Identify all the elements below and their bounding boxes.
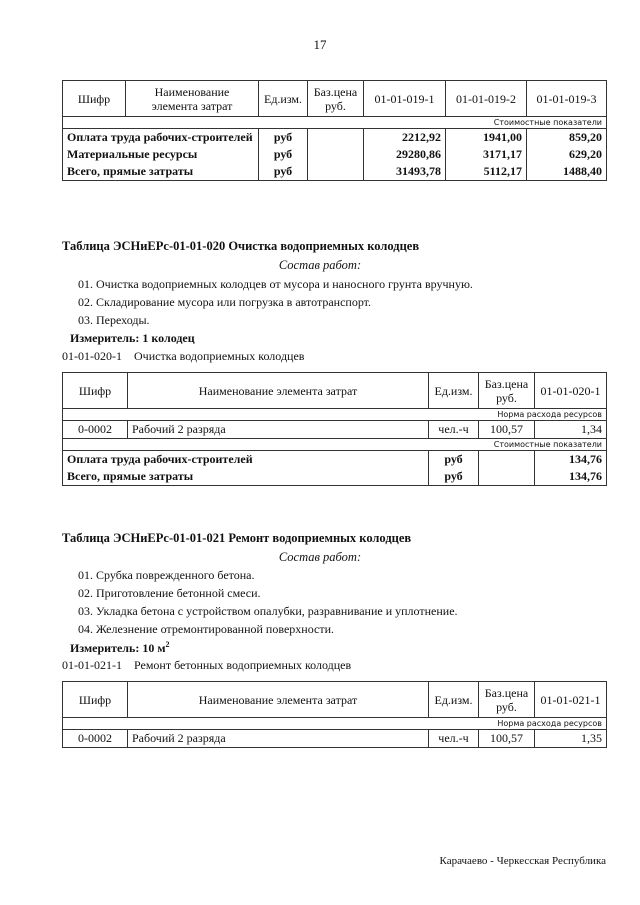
cost-unit: руб (429, 451, 479, 469)
header-code: Шифр (63, 81, 126, 117)
work-step: 03. Укладка бетона с устройством опалубки, разравнивание и уплотнение. (78, 604, 458, 618)
cost-name: Всего, прямые затраты (63, 468, 429, 486)
row-empty (308, 129, 364, 147)
page-number: 17 (313, 37, 327, 52)
norm-label: Норма расхода ресурсов (63, 718, 607, 730)
work-step: 01. Срубка поврежденного бетона. (78, 568, 255, 582)
cost-empty (479, 468, 535, 486)
resource-unit: чел.-ч (429, 421, 479, 439)
resource-value: 1,35 (535, 730, 607, 748)
cost-value: 134,76 (535, 451, 607, 469)
table-01-01-020 (62, 372, 607, 486)
norm-label-row (63, 718, 607, 730)
table-01-01-021 (62, 681, 607, 748)
cost-label: Стоимостные показатели (63, 439, 607, 451)
table-row (63, 163, 607, 181)
norm-label: Норма расхода ресурсов (63, 409, 607, 421)
measure-unit (70, 640, 170, 656)
section-title: Таблица ЭСНиЕРс-01-01-021 Ремонт водоприемных колодцев (62, 531, 412, 545)
header-name: Наименование элемента затрат (128, 682, 429, 718)
work-step: 03. Переходы. (78, 313, 150, 327)
work-step: 02. Складирование мусора или погрузка в автотранспорт. (78, 295, 372, 309)
norm-label-row (63, 409, 607, 421)
row-value-2: 5112,17 (446, 163, 527, 181)
row-value-3: 1488,40 (527, 163, 607, 181)
header-code: Шифр (63, 373, 128, 409)
footer-region: Карачаево - Черкесская Республика (439, 855, 606, 867)
header-col-1: 01-01-021-1 (535, 682, 607, 718)
table-header-row (63, 682, 607, 718)
table-row (63, 451, 607, 469)
row-value-2: 3171,17 (446, 146, 527, 163)
work-step: 01. Очистка водоприемных колодцев от мусора и наносного грунта вручную. (78, 277, 473, 291)
row-unit: руб (259, 129, 308, 147)
header-unit: Ед.изм. (429, 373, 479, 409)
header-name: Наименование элемента затрат (128, 373, 429, 409)
row-value-3: 629,20 (527, 146, 607, 163)
row-name: Всего, прямые затраты (63, 163, 259, 181)
row-value-1: 31493,78 (364, 163, 446, 181)
code-line: 01-01-020-1 Очистка водоприемных колодцев (62, 349, 305, 363)
measure-unit: Измеритель: 1 колодец (70, 331, 195, 345)
header-name: Наименование элемента затрат (126, 81, 259, 117)
resource-code: 0-0002 (63, 421, 128, 439)
row-name: Оплата труда рабочих-строителей (63, 129, 259, 147)
measure-text: Измеритель: 10 м (70, 641, 166, 655)
work-step: 02. Приготовление бетонной смеси. (78, 586, 261, 600)
header-unit: Ед.изм. (259, 81, 308, 117)
row-value-3: 859,20 (527, 129, 607, 147)
measure-superscript: 2 (165, 640, 170, 649)
table-header-row (63, 81, 607, 117)
section-title: Таблица ЭСНиЕРс-01-01-020 Очистка водоприемных колодцев (62, 239, 420, 253)
header-code: Шифр (63, 682, 128, 718)
resource-name: Рабочий 2 разряда (128, 730, 429, 748)
table-row (63, 146, 607, 163)
cost-name: Оплата труда рабочих-строителей (63, 451, 429, 469)
table-header-row (63, 373, 607, 409)
header-col-1: 01-01-019-1 (364, 81, 446, 117)
resource-price: 100,57 (479, 421, 535, 439)
header-price: Баз.цена руб. (308, 81, 364, 117)
resource-value: 1,34 (535, 421, 607, 439)
row-name: Материальные ресурсы (63, 146, 259, 163)
header-price: Баз.цена руб. (479, 682, 535, 718)
resource-price: 100,57 (479, 730, 535, 748)
table-row (63, 730, 607, 748)
cost-label-row (63, 439, 607, 451)
table-row (63, 468, 607, 486)
work-heading: Состав работ: (278, 550, 362, 564)
row-unit: руб (259, 163, 308, 181)
row-value-1: 29280,86 (364, 146, 446, 163)
work-step: 04. Железнение отремонтированной поверхности. (78, 622, 334, 636)
header-unit: Ед.изм. (429, 682, 479, 718)
table-row (63, 421, 607, 439)
header-col-2: 01-01-019-2 (446, 81, 527, 117)
table-row (63, 129, 607, 147)
header-col-1: 01-01-020-1 (535, 373, 607, 409)
code-line: 01-01-021-1 Ремонт бетонных водоприемных колодцев (62, 658, 352, 672)
resource-code: 0-0002 (63, 730, 128, 748)
resource-name: Рабочий 2 разряда (128, 421, 429, 439)
row-unit: руб (259, 146, 308, 163)
cost-unit: руб (429, 468, 479, 486)
section-label: Стоимостные показатели (63, 117, 607, 129)
cost-value: 134,76 (535, 468, 607, 486)
table-01-01-019 (62, 80, 607, 181)
row-value-2: 1941,00 (446, 129, 527, 147)
header-col-3: 01-01-019-3 (527, 81, 607, 117)
row-empty (308, 163, 364, 181)
work-heading: Состав работ: (278, 258, 362, 272)
row-empty (308, 146, 364, 163)
row-value-1: 2212,92 (364, 129, 446, 147)
header-price: Баз.цена руб. (479, 373, 535, 409)
cost-empty (479, 451, 535, 469)
resource-unit: чел.-ч (429, 730, 479, 748)
section-label-row (63, 117, 607, 129)
